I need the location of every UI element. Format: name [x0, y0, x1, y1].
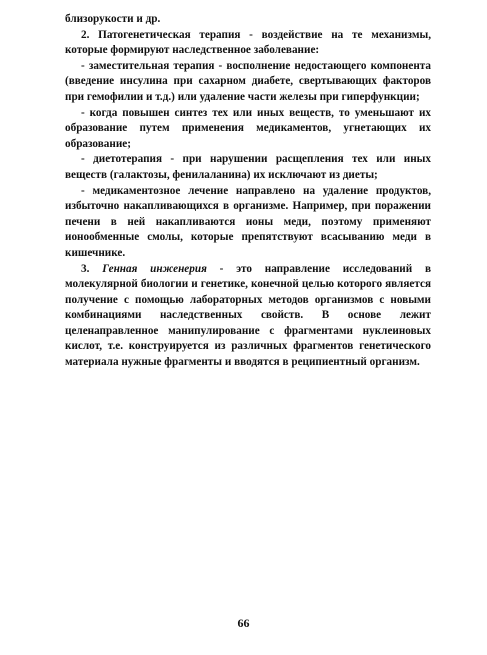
- term-genetic-engineering: Генная инженерия: [102, 262, 207, 275]
- page-number: 66: [237, 616, 250, 630]
- paragraph-continuation: близорукости и др.: [65, 13, 161, 25]
- paragraph-number: 3.: [81, 262, 90, 275]
- body-text: [65, 12, 431, 371]
- paragraph-pathogenetic-therapy: 2. Патогенетическая терапия - воздействие на те механизмы, которые формируют наследственное заболевание:: [65, 28, 431, 57]
- paragraph-drug-treatment: - медикаментозное лечение направлено на удаление продуктов, избыточно накапливающихся в организме. Например, при поражении печени в ней накапливаются ионы меди, поэтому применяют ионообменные смолы, которые препятствуют всасыванию меди в кишечнике.: [65, 184, 431, 259]
- paragraph-genetic-engineering: [65, 262, 431, 371]
- paragraph-synthesis-reduction: - когда повышен синтез тех или иных веществ, то уменьшают их образование путем применения медикаментов, угнетающих их образование;: [65, 106, 431, 150]
- paragraph-diet-therapy: - диетотерапия - при нарушении расщепления тех или иных веществ (галактозы, фенилаланина) их исключают из диеты;: [65, 153, 431, 181]
- genetic-engineering-definition: - это направление исследований в молекулярной биологии и генетике, конечной целью которого является получение с помощью лабораторных методов организмов с новыми комбинациями наследственных свойств. В основе лежит целенаправленное манипулирование с фрагментами нуклеиновых кислот, т.е. конструируется из различных фрагментов генетического материала нужные фрагменты и вводятся в реципиентный организм.: [65, 262, 432, 369]
- paragraph-replacement-therapy: - заместительная терапия - восполнение недостающего компонента (введение инсулина при сахарном диабете, свертывающих факторов при гемофилии и т.д.) или удаление части железы при гиперфункции;: [65, 59, 431, 103]
